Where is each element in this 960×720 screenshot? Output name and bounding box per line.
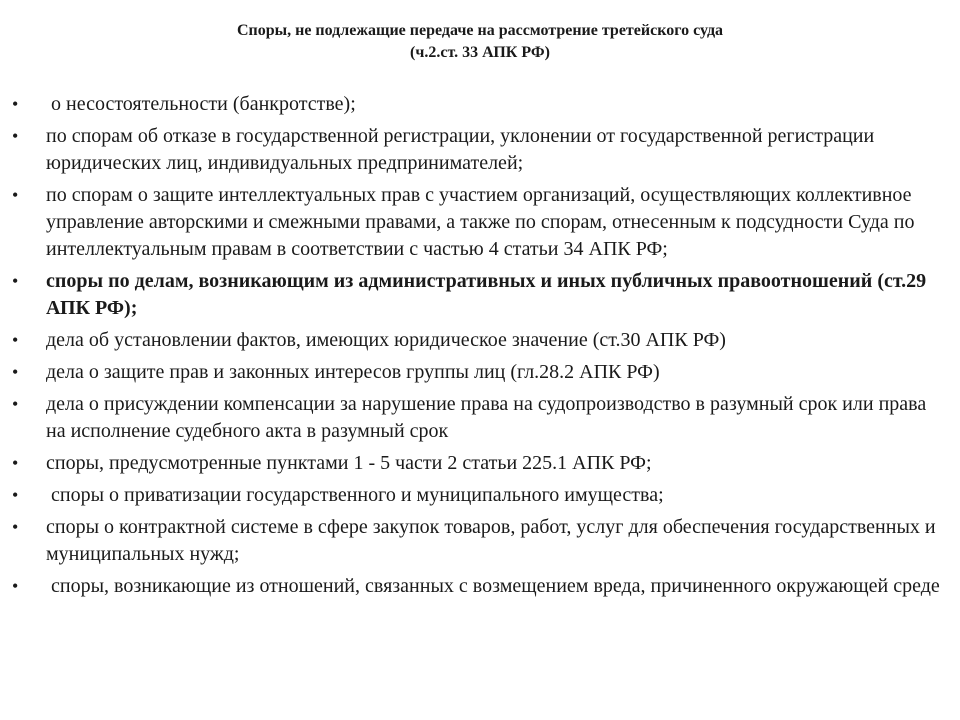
bullet-dot-icon: • (12, 362, 19, 382)
list-item (12, 482, 942, 509)
bullet-dot-icon: • (12, 517, 19, 537)
bullet-dot-icon: • (12, 271, 19, 291)
list-item (12, 514, 942, 568)
bullet-dot-icon: • (12, 394, 19, 414)
bullet-dot-icon: • (12, 330, 19, 350)
list-item-text: по спорам о защите интеллектуальных прав с участием организаций, осуществляющих коллективное управление авторскими и смежными правами, а также по спорам, отнесенным к подсудности Суда по интеллектуальным правам в соответствии с частью 4 статьи 34 АПК РФ; (46, 184, 915, 260)
list-item (12, 391, 942, 445)
list-item-text: споры, предусмотренные пунктами 1 - 5 части 2 статьи 225.1 АПК РФ; (46, 452, 652, 474)
list-item (12, 327, 942, 354)
list-item-text: дела о присуждении компенсации за нарушение права на судопроизводство в разумный срок или права на исполнение судебного акта в разумный срок (46, 393, 927, 442)
list-item-text: споры по делам, возникающим из административных и иных публичных правоотношений (ст.29 АПК РФ); (46, 270, 927, 319)
bullet-dot-icon: • (12, 485, 19, 505)
list-item (12, 573, 942, 600)
slide-title (0, 20, 960, 64)
list-item-text: споры о контрактной системе в сфере закупок товаров, работ, услуг для обеспечения государственных и муниципальных нужд; (46, 516, 936, 565)
bullet-dot-icon: • (12, 185, 19, 205)
title-line-2: (ч.2.ст. 33 АПК РФ) (410, 44, 550, 61)
list-item (12, 182, 942, 263)
list-item (12, 123, 942, 177)
list-item (12, 359, 942, 386)
list-item-text: по спорам об отказе в государственной регистрации, уклонении от государственной регистрации юридических лиц, индивидуальных предпринимателей; (46, 125, 875, 174)
bullet-dot-icon: • (12, 126, 19, 146)
title-line-1: Споры, не подлежащие передаче на рассмотрение третейского суда (236, 22, 724, 39)
bullet-dot-icon: • (12, 576, 19, 596)
list-item (12, 268, 942, 322)
bullet-dot-icon: • (12, 94, 19, 114)
list-item-text: дела о защите прав и законных интересов группы лиц (гл.28.2 АПК РФ) (46, 361, 660, 383)
bullet-list (12, 91, 942, 605)
list-item (12, 91, 942, 118)
list-item-text: споры, возникающие из отношений, связанных с возмещением вреда, причиненного окружающей среде (51, 575, 940, 597)
bullet-dot-icon: • (12, 453, 19, 473)
list-item-text: о несостоятельности (банкротстве); (51, 93, 356, 115)
list-item-text: дела об установлении фактов, имеющих юридическое значение (ст.30 АПК РФ) (46, 329, 726, 351)
list-item-text: споры о приватизации государственного и муниципального имущества; (51, 484, 664, 506)
list-item (12, 450, 942, 477)
